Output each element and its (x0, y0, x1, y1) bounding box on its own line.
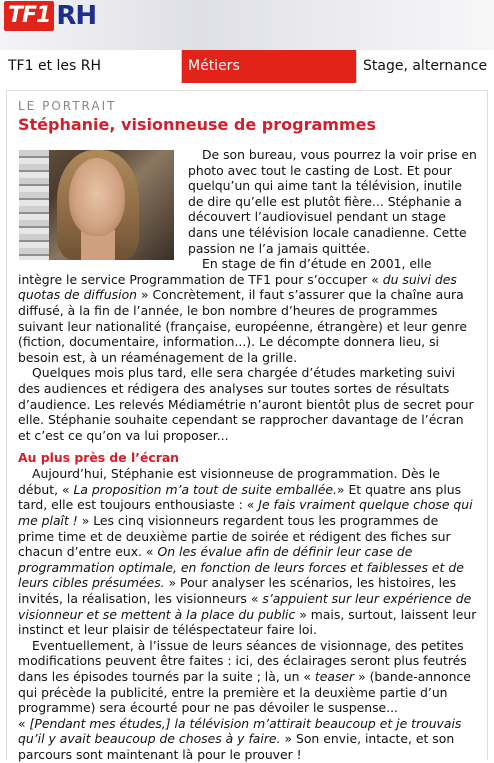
section-subtitle: Au plus près de l’écran (18, 450, 180, 466)
article-intro: De son bureau, vous pourrez la voir prise en photo avec tout le casting de Lost. Et pour quelqu’un qui aime tant la télévision, inutile de dire qu’elle est plutôt fière... Stéphanie a découvert l’audiovisuel pendant un stage dans une télévision locale canadienne. Cette passion ne l’a jamais quittée. (188, 147, 477, 256)
article-kicker: LE PORTRAIT (18, 99, 117, 113)
paragraph-5: « [Pendant mes études,] la télévision m’attirait beaucoup et je trouvais qu’il y avait beaucoup de choses à y faire. » Son envie, intacte, et son parcours sont maintenant là pour le prouver ! (18, 715, 462, 762)
paragraph-2: Quelques mois plus tard, elle sera chargée d’études marketing suivi des audiences et rédigera des analyses sur toutes sortes de résultats d’audience. Les relevés Médiamétrie n’auront bientôt plus de secret pour elle. Stéphanie souhaite cependant se rapprocher davantage de l’écran et c’est ce qu’on va lui proposer... (18, 365, 474, 443)
tf1-rh-logo[interactable] (4, 1, 96, 31)
paragraph-3: Aujourd’hui, Stéphanie est visionneuse de programmation. Dès le début, « La proposition m’a tout de suite emballée.» Et quatre ans plus tard, elle est toujours enthousiaste : « Je fais vraiment quelque chose qui me plaît ! » Les cinq visionneurs regardent tous les programmes de prime time et de deuxième partie de soirée et rédigent des fiches sur chacun d’entre eux. « On les évalue afin de définir leur case de programmation optimale, en fonction de leurs forces et faiblesses et de leurs cibles présumées. » Pour analyser les scénarios, les histoires, les invités, la réalisation, les visionneurs « s’appuient sur leur expérience de visionneur et se mettent à la place du public » mais, surtout, laissent leur instinct et leur plaisir de téléspectateur faire loi. (18, 466, 477, 638)
article-title: Stéphanie, visionneuse de programmes (18, 115, 376, 134)
paragraph-1: En stage de fin d’étude en 2001, elle intègre le service Programmation de TF1 pour s’occuper « du suivi des quotas de diffusion » Concrètement, il faut s’assurer que la chaîne aura diffusé, à la fin de l’année, le bon nombre d’heures de programmes suivant leur nationalité (française, européenne, étrangère) et leur genre (fiction, documentaire, information...). Le décompte donnera lieu, si besoin est, à un réaménagement de la grille. (18, 256, 467, 365)
main-nav (0, 50, 494, 83)
tab-tf1-et-les-rh[interactable]: TF1 et les RH (0, 50, 182, 83)
paragraph-4: Eventuellement, à l’issue de leurs séances de visionnage, des petites modifications peuvent être faites : ici, des éclairages seront plus feutrés dans les épisodes tournés par la suite ; là, un « teaser » (bande-annonce qui précède la publicité, entre la première et la deuxième partie d’un programme) sera écourté pour ne pas dévoiler le suspense... (18, 637, 471, 716)
article (6, 90, 488, 760)
tab-metiers[interactable]: Métiers (182, 50, 356, 83)
logo-rh: RH (56, 1, 97, 31)
logo-tf1: TF1 (4, 1, 54, 31)
portrait-photo (19, 150, 174, 260)
site-header (0, 0, 494, 50)
tab-stage-alternance[interactable]: Stage, alternance (356, 50, 494, 83)
